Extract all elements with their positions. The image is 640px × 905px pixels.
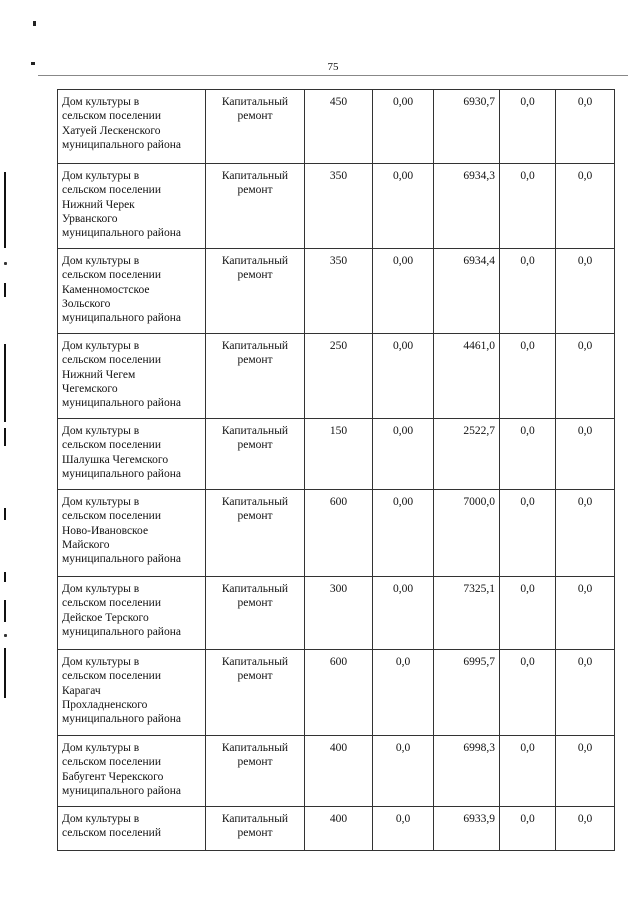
facility-name-line: муниципального района [62,397,181,410]
cell-value-4: 0,0 [500,807,556,851]
facility-name-line: Дом культуры в [62,96,140,108]
facility-name-line: сельском поселении [62,354,161,367]
cell-value-4: 0,0 [500,490,556,577]
margin-mark [4,172,6,248]
table-body [58,90,615,851]
table-row [58,249,615,334]
cell-facility-name [58,90,206,164]
table-row [58,334,615,419]
cell-value-4: 0,0 [500,334,556,419]
work-type-line: ремонт [237,597,273,610]
cell-work-type [206,164,305,249]
scan-speck [33,21,36,26]
table-row [58,650,615,736]
facility-name-line: сельском поселении [62,110,161,123]
cell-cost: 7000,0 [434,490,500,577]
cell-facility-name [58,807,206,851]
cell-capacity: 350 [305,164,373,249]
facility-name-line: сельском поселении [62,184,161,197]
cell-facility-name [58,249,206,334]
cell-capacity: 600 [305,650,373,736]
cell-value-5: 0,0 [556,650,615,736]
work-type-line: Капитальный [221,496,289,508]
table-row [58,419,615,490]
facility-name-line: Хатуей Лескенского [62,124,161,137]
margin-dot [4,262,7,265]
margin-mark [4,428,6,446]
facility-name-line: сельском поселении [62,597,161,610]
work-type-line: Капитальный [221,583,289,595]
table-row [58,490,615,577]
cell-facility-name [58,419,206,490]
cell-value-2: 0,00 [373,249,434,334]
cell-value-5: 0,0 [556,736,615,807]
facility-name-line: Нижний Чегем [62,368,136,381]
facility-name-line: сельском поселении [62,439,161,452]
facility-name-line: Чегемского [62,382,118,395]
cell-value-5: 0,0 [556,419,615,490]
facility-name-line: Прохладненского [62,698,148,711]
cell-work-type [206,807,305,851]
facility-name-line: Карагач [62,684,101,697]
cell-cost: 6930,7 [434,90,500,164]
cell-cost: 2522,7 [434,419,500,490]
cell-capacity: 250 [305,334,373,419]
cell-facility-name [58,650,206,736]
facility-name-line: Дом культуры в [62,742,140,754]
cell-work-type [206,334,305,419]
facility-name-line: Урванского [62,212,118,225]
cell-facility-name [58,334,206,419]
work-type-line: ремонт [237,670,273,683]
cell-capacity: 400 [305,807,373,851]
cell-capacity: 150 [305,419,373,490]
work-type-line: Капитальный [221,340,289,352]
work-type-line: Капитальный [221,96,289,108]
cell-work-type [206,577,305,650]
cell-value-2: 0,00 [373,334,434,419]
facility-name-line: Дейское Терского [62,611,149,624]
cell-cost: 6934,3 [434,164,500,249]
cell-cost: 6995,7 [434,650,500,736]
cell-facility-name [58,490,206,577]
cell-cost: 6934,4 [434,249,500,334]
cell-value-2: 0,00 [373,90,434,164]
table-row [58,90,615,164]
cell-cost: 6998,3 [434,736,500,807]
cell-value-4: 0,0 [500,249,556,334]
cell-facility-name [58,736,206,807]
facility-name-line: муниципального района [62,625,181,638]
cell-value-2: 0,00 [373,419,434,490]
cell-capacity: 400 [305,736,373,807]
facility-name-line: муниципального района [62,784,181,797]
cell-work-type [206,419,305,490]
cell-value-2: 0,00 [373,490,434,577]
page-number: 75 [327,61,339,73]
facility-name-line: Бабугент Черекского [62,770,164,783]
facility-name-line: Дом культуры в [62,583,140,595]
cell-cost: 4461,0 [434,334,500,419]
cell-work-type [206,90,305,164]
facility-name-line: сельском поселении [62,510,161,523]
work-type-line: Капитальный [221,170,289,182]
facility-name-line: Зольского [62,297,111,310]
facility-name-line: муниципального района [62,467,181,480]
facility-name-line: муниципального района [62,138,181,151]
work-type-line: ремонт [237,756,273,769]
work-type-line: Капитальный [221,656,289,668]
work-type-line: ремонт [237,110,273,123]
cell-value-4: 0,0 [500,164,556,249]
cell-value-2: 0,0 [373,807,434,851]
cell-value-4: 0,0 [500,736,556,807]
cell-value-2: 0,0 [373,736,434,807]
facility-name-line: Нижний Черек [62,198,135,211]
work-type-line: ремонт [237,827,273,840]
facility-name-line: муниципального района [62,713,181,726]
work-type-line: Капитальный [221,255,289,267]
cell-value-4: 0,0 [500,650,556,736]
work-type-line: ремонт [237,184,273,197]
cell-cost: 6933,9 [434,807,500,851]
margin-mark [4,283,6,297]
work-type-line: ремонт [237,510,273,523]
cell-capacity: 450 [305,90,373,164]
cell-value-5: 0,0 [556,807,615,851]
facility-name-line: муниципального района [62,227,181,240]
table-row [58,577,615,650]
margin-mark [4,344,6,422]
table-row [58,164,615,249]
facility-name-line: Дом культуры в [62,496,140,508]
facility-name-line: муниципального района [62,553,181,566]
scan-speck [31,62,35,65]
facility-name-line: сельском поселении [62,670,161,683]
cell-value-4: 0,0 [500,577,556,650]
facility-name-line: муниципального района [62,312,181,325]
facility-name-line: Каменномостское [62,283,150,296]
cell-value-5: 0,0 [556,164,615,249]
cell-value-5: 0,0 [556,90,615,164]
cell-value-2: 0,00 [373,577,434,650]
facility-name-line: сельском поселении [62,269,161,282]
facility-name-line: Дом культуры в [62,255,140,267]
facility-name-line: Дом культуры в [62,340,140,352]
margin-dot [4,634,7,637]
table-row [58,736,615,807]
cell-value-5: 0,0 [556,249,615,334]
cell-work-type [206,736,305,807]
cell-capacity: 600 [305,490,373,577]
margin-mark [4,648,6,698]
cell-capacity: 300 [305,577,373,650]
cell-value-4: 0,0 [500,90,556,164]
facility-name-line: Дом культуры в [62,656,140,668]
facility-name-line: Шалушка Чегемского [62,453,169,466]
cell-work-type [206,249,305,334]
cell-value-4: 0,0 [500,419,556,490]
facilities-table [57,89,615,851]
cell-value-5: 0,0 [556,334,615,419]
facility-name-line: сельском поселении [62,756,161,769]
cell-value-5: 0,0 [556,577,615,650]
work-type-line: Капитальный [221,742,289,754]
cell-work-type [206,490,305,577]
cell-work-type [206,650,305,736]
work-type-line: ремонт [237,354,273,367]
header-rule [38,75,628,76]
cell-cost: 7325,1 [434,577,500,650]
work-type-line: ремонт [237,439,273,452]
facility-name-line: Майского [62,538,110,551]
work-type-line: ремонт [237,269,273,282]
work-type-line: Капитальный [221,813,289,825]
cell-capacity: 350 [305,249,373,334]
facility-name-line: Ново-Ивановское [62,524,149,537]
facility-name-line: Дом культуры в [62,170,140,182]
facility-name-line: Дом культуры в [62,425,140,437]
margin-mark [4,508,6,520]
margin-mark [4,572,6,582]
cell-value-2: 0,00 [373,164,434,249]
facility-name-line: сельском поселений [62,827,161,840]
cell-value-5: 0,0 [556,490,615,577]
cell-value-2: 0,0 [373,650,434,736]
work-type-line: Капитальный [221,425,289,437]
cell-facility-name [58,577,206,650]
table-row [58,807,615,851]
margin-mark [4,600,6,622]
cell-facility-name [58,164,206,249]
facility-name-line: Дом культуры в [62,813,140,825]
